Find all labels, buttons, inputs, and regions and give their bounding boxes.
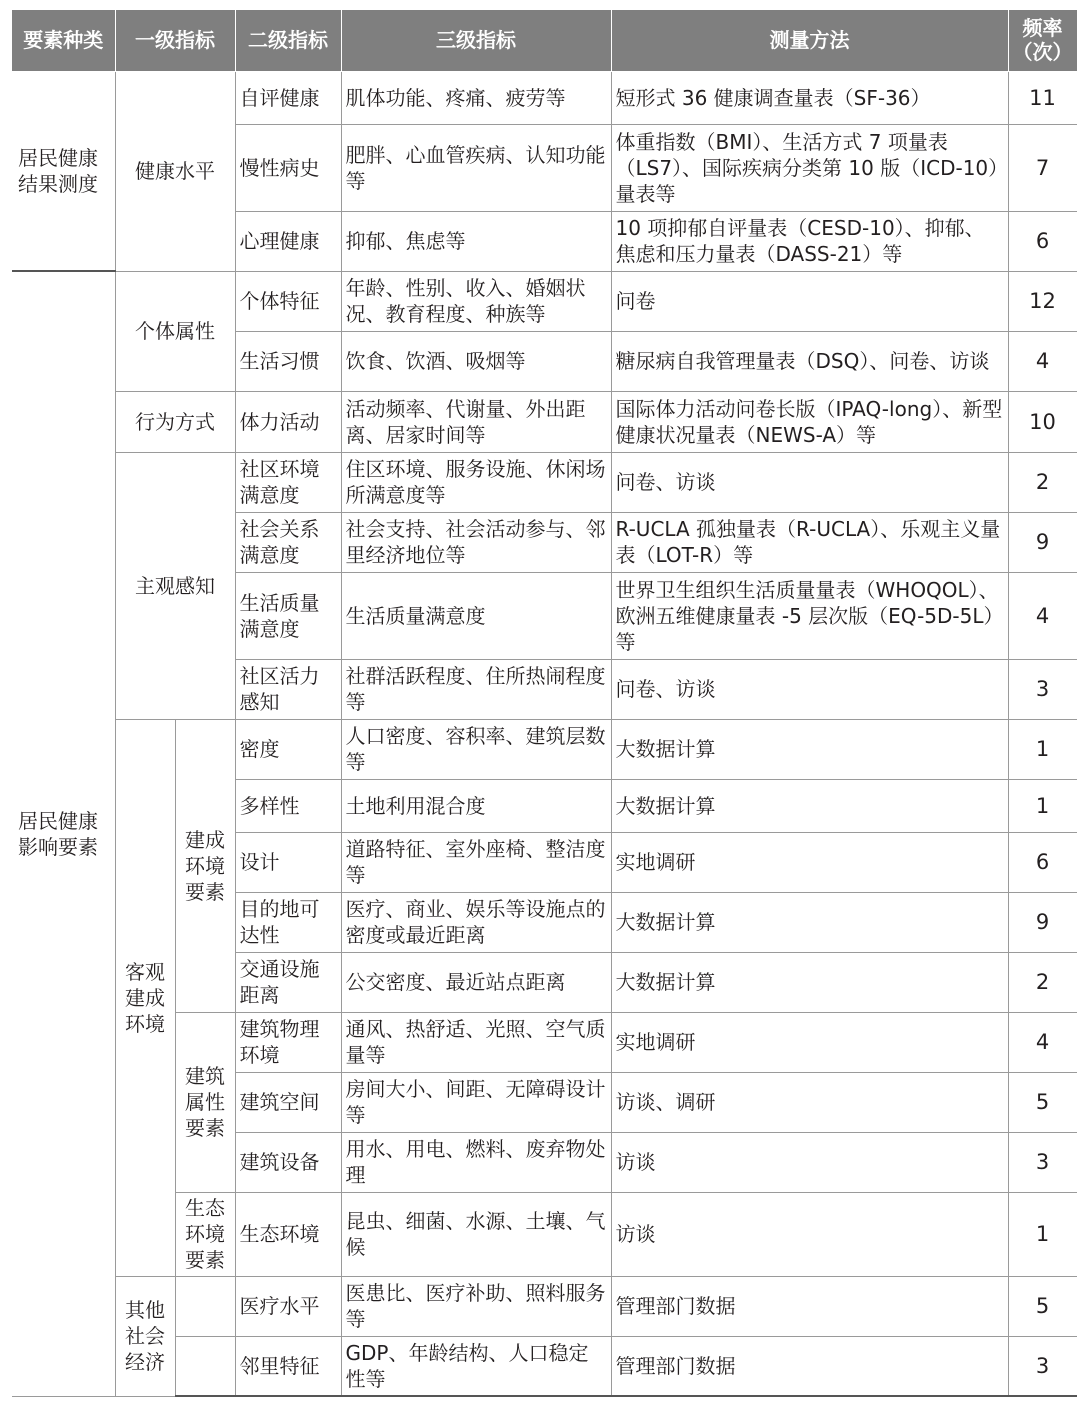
header-row bbox=[12, 10, 1077, 71]
level2-cell: 交通设施距离 bbox=[235, 952, 341, 1012]
header-level3: 三级指标 bbox=[341, 10, 611, 71]
method-cell: 问卷 bbox=[611, 271, 1008, 331]
level2-cell: 设计 bbox=[235, 832, 341, 892]
method-cell: 管理部门数据 bbox=[611, 1276, 1008, 1336]
level3-cell: 年龄、性别、收入、婚姻状况、教育程度、种族等 bbox=[341, 271, 611, 331]
level3-cell: 肥胖、心血管疾病、认知功能等 bbox=[341, 124, 611, 211]
frequency-cell: 6 bbox=[1008, 211, 1077, 271]
level2-cell: 生活质量满意度 bbox=[235, 572, 341, 659]
level3-cell: 抑郁、焦虑等 bbox=[341, 211, 611, 271]
group-health-outcome: 居民健康结果测度 bbox=[12, 71, 115, 271]
level2-cell: 建筑设备 bbox=[235, 1132, 341, 1192]
level3-cell: 房间大小、间距、无障碍设计等 bbox=[341, 1072, 611, 1132]
frequency-cell: 2 bbox=[1008, 952, 1077, 1012]
level3-cell: 住区环境、服务设施、休闲场所满意度等 bbox=[341, 452, 611, 512]
frequency-cell: 12 bbox=[1008, 271, 1077, 331]
level3-cell: 土地利用混合度 bbox=[341, 779, 611, 832]
frequency-cell: 5 bbox=[1008, 1276, 1077, 1336]
table-row bbox=[12, 1276, 1077, 1336]
sub-building-attributes: 建筑属性要素 bbox=[175, 1012, 235, 1192]
method-cell: 10 项抑郁自评量表（CESD-10）、抑郁、焦虑和压力量表（DASS-21）等 bbox=[611, 211, 1008, 271]
level1-individual: 个体属性 bbox=[115, 271, 235, 391]
method-cell: 糖尿病自我管理量表（DSQ）、问卷、访谈 bbox=[611, 331, 1008, 391]
level2-cell: 邻里特征 bbox=[235, 1336, 341, 1396]
table-row bbox=[12, 452, 1077, 512]
level2-cell: 心理健康 bbox=[235, 211, 341, 271]
table-row bbox=[12, 719, 1077, 779]
empty-sub-cell bbox=[175, 1276, 235, 1336]
frequency-cell: 4 bbox=[1008, 1012, 1077, 1072]
level1-built-environment: 客观建成环境 bbox=[115, 719, 175, 1276]
level2-cell: 社会关系满意度 bbox=[235, 512, 341, 572]
header-level1: 一级指标 bbox=[115, 10, 235, 71]
level3-cell: 用水、用电、燃料、废弃物处理 bbox=[341, 1132, 611, 1192]
level3-cell: 饮食、饮酒、吸烟等 bbox=[341, 331, 611, 391]
method-cell: 大数据计算 bbox=[611, 892, 1008, 952]
level2-cell: 个体特征 bbox=[235, 271, 341, 331]
header-level2: 二级指标 bbox=[235, 10, 341, 71]
level3-cell: 通风、热舒适、光照、空气质量等 bbox=[341, 1012, 611, 1072]
frequency-cell: 4 bbox=[1008, 331, 1077, 391]
level1-behavior: 行为方式 bbox=[115, 391, 235, 452]
method-cell: 国际体力活动问卷长版（IPAQ-long）、新型健康状况量表（NEWS-A）等 bbox=[611, 391, 1008, 452]
sub-built-environment: 建成环境要素 bbox=[175, 719, 235, 1012]
method-cell: 访谈 bbox=[611, 1132, 1008, 1192]
level2-cell: 生活习惯 bbox=[235, 331, 341, 391]
level3-cell: 医患比、医疗补助、照料服务等 bbox=[341, 1276, 611, 1336]
method-cell: 大数据计算 bbox=[611, 779, 1008, 832]
level2-cell: 自评健康 bbox=[235, 71, 341, 124]
level2-cell: 建筑空间 bbox=[235, 1072, 341, 1132]
level2-cell: 生态环境 bbox=[235, 1192, 341, 1276]
table-row bbox=[12, 271, 1077, 331]
frequency-cell: 3 bbox=[1008, 659, 1077, 719]
level2-cell: 建筑物理环境 bbox=[235, 1012, 341, 1072]
frequency-cell: 7 bbox=[1008, 124, 1077, 211]
frequency-cell: 6 bbox=[1008, 832, 1077, 892]
level3-cell: 社群活跃程度、住所热闹程度等 bbox=[341, 659, 611, 719]
sub-ecological-environment: 生态环境要素 bbox=[175, 1192, 235, 1276]
level3-cell: 活动频率、代谢量、外出距离、居家时间等 bbox=[341, 391, 611, 452]
frequency-cell: 9 bbox=[1008, 892, 1077, 952]
method-cell: 管理部门数据 bbox=[611, 1336, 1008, 1396]
level2-cell: 多样性 bbox=[235, 779, 341, 832]
header-frequency: 频率（次） bbox=[1008, 10, 1077, 71]
level2-cell: 密度 bbox=[235, 719, 341, 779]
method-cell: 大数据计算 bbox=[611, 952, 1008, 1012]
method-cell: 体重指数（BMI）、生活方式 7 项量表（LS7）、国际疾病分类第 10 版（ICD-10）量表等 bbox=[611, 124, 1008, 211]
method-cell: 短形式 36 健康调查量表（SF-36） bbox=[611, 71, 1008, 124]
method-cell: R-UCLA 孤独量表（R-UCLA）、乐观主义量表（LOT-R）等 bbox=[611, 512, 1008, 572]
level2-cell: 目的地可达性 bbox=[235, 892, 341, 952]
frequency-cell: 11 bbox=[1008, 71, 1077, 124]
level3-cell: 道路特征、室外座椅、整洁度等 bbox=[341, 832, 611, 892]
empty-sub-cell bbox=[175, 1336, 235, 1396]
frequency-cell: 3 bbox=[1008, 1132, 1077, 1192]
method-cell: 访谈、调研 bbox=[611, 1072, 1008, 1132]
method-cell: 大数据计算 bbox=[611, 719, 1008, 779]
level2-cell: 社区环境满意度 bbox=[235, 452, 341, 512]
group-health-influence: 居民健康影响要素 bbox=[12, 271, 115, 1396]
level2-cell: 体力活动 bbox=[235, 391, 341, 452]
level3-cell: GDP、年龄结构、人口稳定性等 bbox=[341, 1336, 611, 1396]
table-row bbox=[12, 71, 1077, 124]
header-element-type: 要素种类 bbox=[12, 10, 115, 71]
frequency-cell: 10 bbox=[1008, 391, 1077, 452]
level2-cell: 慢性病史 bbox=[235, 124, 341, 211]
frequency-cell: 1 bbox=[1008, 719, 1077, 779]
level1-perception: 主观感知 bbox=[115, 452, 235, 719]
frequency-cell: 3 bbox=[1008, 1336, 1077, 1396]
frequency-cell: 1 bbox=[1008, 779, 1077, 832]
level3-cell: 人口密度、容积率、建筑层数等 bbox=[341, 719, 611, 779]
frequency-cell: 2 bbox=[1008, 452, 1077, 512]
frequency-cell: 4 bbox=[1008, 572, 1077, 659]
level3-cell: 医疗、商业、娱乐等设施点的密度或最近距离 bbox=[341, 892, 611, 952]
method-cell: 问卷、访谈 bbox=[611, 659, 1008, 719]
header-method: 测量方法 bbox=[611, 10, 1008, 71]
level3-cell: 生活质量满意度 bbox=[341, 572, 611, 659]
level3-cell: 公交密度、最近站点距离 bbox=[341, 952, 611, 1012]
level2-cell: 社区活力感知 bbox=[235, 659, 341, 719]
method-cell: 实地调研 bbox=[611, 1012, 1008, 1072]
method-cell: 问卷、访谈 bbox=[611, 452, 1008, 512]
level3-cell: 昆虫、细菌、水源、土壤、气候 bbox=[341, 1192, 611, 1276]
level2-cell: 医疗水平 bbox=[235, 1276, 341, 1336]
level1-health: 健康水平 bbox=[115, 71, 235, 271]
method-cell: 访谈 bbox=[611, 1192, 1008, 1276]
method-cell: 世界卫生组织生活质量量表（WHOQOL）、欧洲五维健康量表 -5 层次版（EQ-5D-5L）等 bbox=[611, 572, 1008, 659]
table-row bbox=[12, 391, 1077, 452]
level1-other-socioeconomic: 其他社会经济 bbox=[115, 1276, 175, 1396]
frequency-cell: 9 bbox=[1008, 512, 1077, 572]
level3-cell: 社会支持、社会活动参与、邻里经济地位等 bbox=[341, 512, 611, 572]
method-cell: 实地调研 bbox=[611, 832, 1008, 892]
indicator-table bbox=[12, 10, 1077, 1397]
frequency-cell: 1 bbox=[1008, 1192, 1077, 1276]
level3-cell: 肌体功能、疼痛、疲劳等 bbox=[341, 71, 611, 124]
frequency-cell: 5 bbox=[1008, 1072, 1077, 1132]
